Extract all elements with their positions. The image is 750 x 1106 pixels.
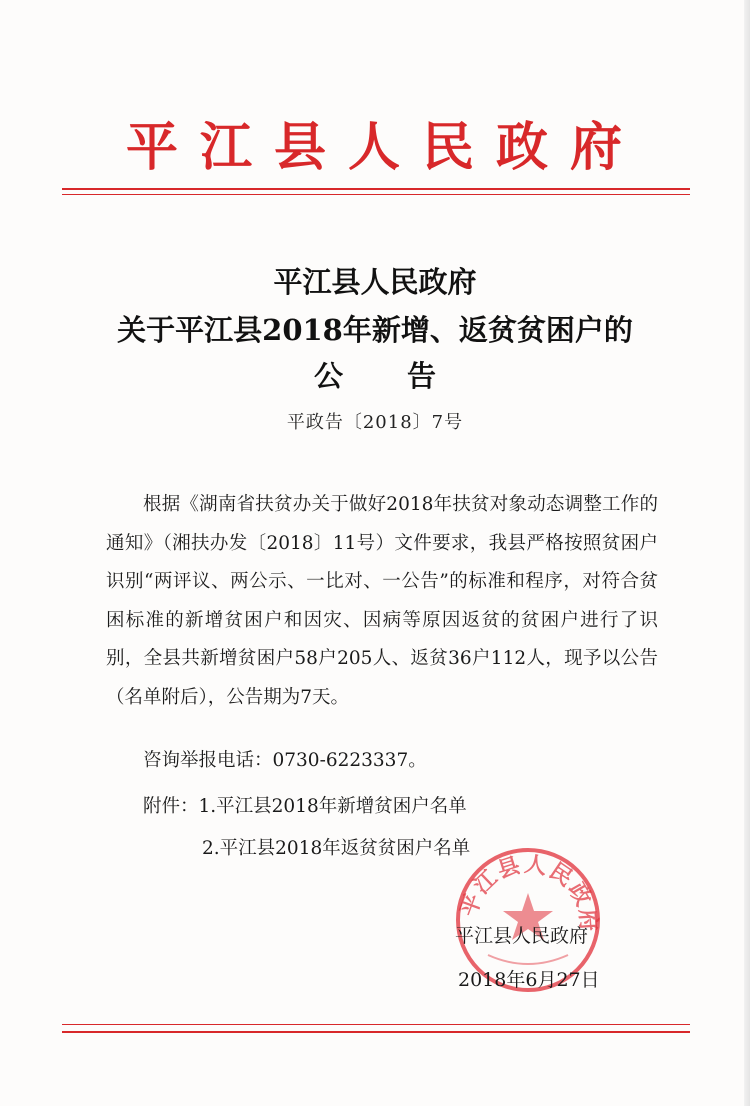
footer-rule-thick [62,1031,690,1033]
contact-line: 咨询举报电话：0730-6223337。 [143,750,427,771]
attachment-item-2: 2.平江县2018年返贫贫困户名单 [202,838,471,859]
letterhead-rule-thick [62,188,690,190]
document-title-line2: 关于平江县2018年新增、返贫贫困户的 [117,313,633,347]
document-title-line1: 平江县人民政府 [273,265,477,299]
letterhead-rule-thin [62,194,690,195]
document-number: 平政告〔2018〕7号 [286,412,464,433]
signature-organization: 平江县人民政府 [455,925,589,947]
footer-rule-thin [62,1024,690,1025]
seal-text: 平江县人民政府 [455,851,602,934]
scan-edge-shadow [744,0,750,1106]
body-paragraph: 根据《湖南省扶贫办关于做好2018年扶贫对象动态调整工作的通知》（湘扶办发〔2018〕11号）文件要求，我县严格按照贫困户识别“两评议、两公示、一比对、一公告”的标准和程序，对符合贫困标准的新增贫困户和因灾、因病等原因返贫的贫困户进行了识别，全县共新增贫困户58户205人、返贫36户112人，现予以公告（名单附后），公告期为7天。 [106,494,658,708]
signature-date: 2018年6月27日 [458,969,600,991]
letterhead-title: 平江县人民政府 [125,117,644,178]
attachment-item-1: 附件：1.平江县2018年新增贫困户名单 [143,796,467,817]
document-title-line3: 公告 [313,359,500,393]
